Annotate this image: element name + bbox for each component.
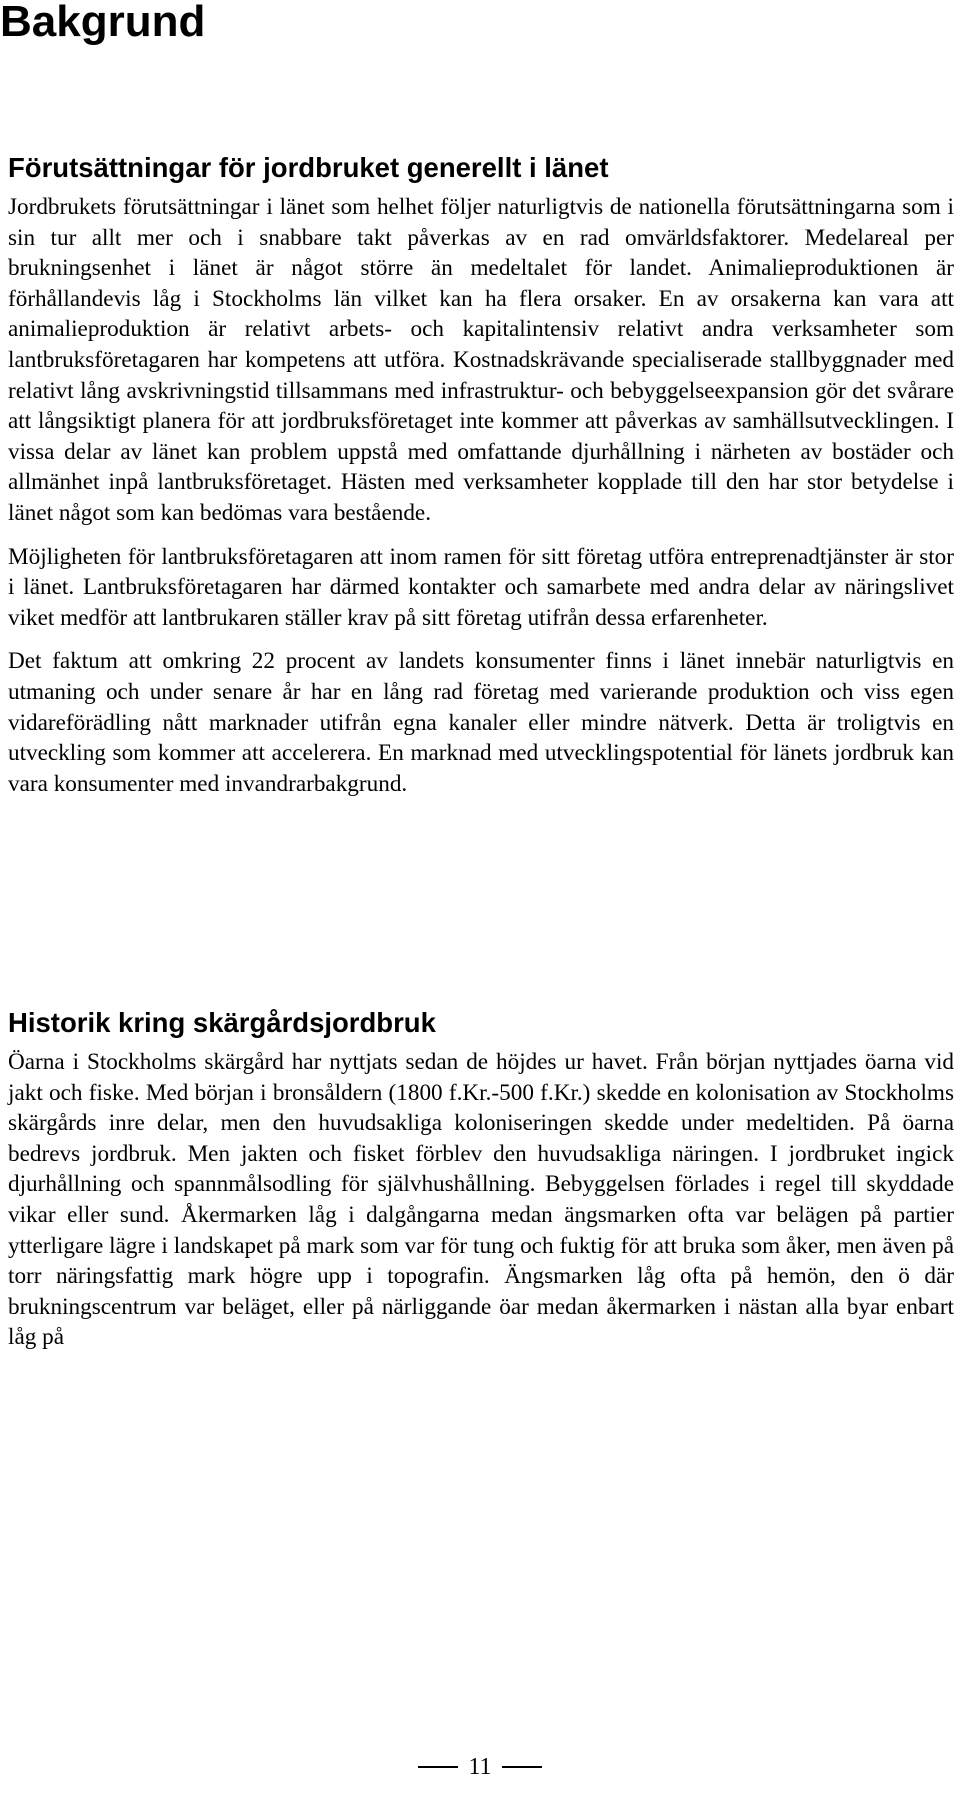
footer-rule-right (502, 1766, 542, 1768)
paragraph: Öarna i Stockholms skärgård har nyttjats sedan de höjdes ur havet. Från början nyttjades öarna vid jakt och fiske. Med början i bronsåldern (1800 f.Kr.-500 f.Kr.) skedde en kolonisation av Stockholms skärgårds inre delar, men den huvudsakliga koloniseringen skedde under medeltiden. På öarna bedrevs jordbruk. Men jakten och fisket förblev den huvudsakliga näringen. I jordbruket ingick djurhållning och spannmålsodling för självhushållning. Bebyggelsen förlades i regel till skyddade vikar eller sund. Åkermarken låg i dalgångarna medan ängsmarken ofta var belägen på partier ytterligare lägre i landskapet på mark som var för tung och fuktig för att bruka som åker, men även på torr näringsfattig mark högre upp i topografin. Ängsmarken låg ofta på hemön, den ö där brukningscentrum var beläget, eller på närliggande öar medan åkermarken i nästan alla byar enbart låg på (8, 1049, 954, 1351)
paragraph: Det faktum att omkring 22 procent av landets konsumenter finns i länet innebär naturligtvis en utmaning och under senare år har en lång rad företag med varierande produktion och viss egen vidareförädling nått marknader utifrån egna kanaler eller mindre nätverk. Detta är troligtvis en utveckling som kommer att accelerera. En marknad med utvecklingspotential för länets jordbruk kan vara konsumenter med invandrarbakgrund. (8, 648, 954, 797)
page-number: 11 (468, 1754, 492, 1780)
page-title: Bakgrund (0, 0, 206, 46)
footer-rule-left (418, 1766, 458, 1768)
section-jordbruk-forutsattningar (8, 150, 954, 799)
section-historik-skargardsjordbruk (8, 1005, 954, 1353)
paragraph: Jordbrukets förutsättningar i länet som helhet följer naturligtvis de nationella förutsättningarna som i sin tur allt mer och i snabbare takt påverkas av en rad omvärldsfaktorer. Medelareal per brukningsenhet i länet är något större än medeltalet för landet. Animalieproduktionen är förhållandevis låg i Stockholms län vilket kan ha flera orsaker. En av orsakerna kan vara att animalieproduktion är relativt arbets- och kapitalintensiv relativt andra verksamheter som lantbruksföretagaren har kompetens att utföra. Kostnadskrävande specialiserade stallbyggnader med relativt lång avskrivningstid tillsammans med infrastruktur- och bebyggelseexpansion gör det svårare att långsiktigt planera för att jordbruksföretaget inte kommer att påverkas av samhällsutvecklingen. I vissa delar av länet kan problem uppstå med omfattande djurhållning i närheten av bostäder och allmänhet inpå lantbruksföretaget. Hästen med verksamheter kopplade till den har stor betydelse i länet något som kan bedömas vara bestående. (8, 194, 954, 526)
section-heading: Förutsättningar för jordbruket generellt i länet (8, 152, 609, 183)
section-heading: Historik kring skärgårdsjordbruk (8, 1007, 436, 1038)
paragraph: Möjligheten för lantbruksföretagaren att inom ramen för sitt företag utföra entreprenadtjänster är stor i länet. Lantbruksföretagaren har därmed kontakter och samarbete med andra delar av näringslivet viket medför att lantbrukaren ställer krav på sitt företag utifrån dessa erfarenheter. (8, 543, 954, 631)
page-footer (0, 1752, 960, 1782)
